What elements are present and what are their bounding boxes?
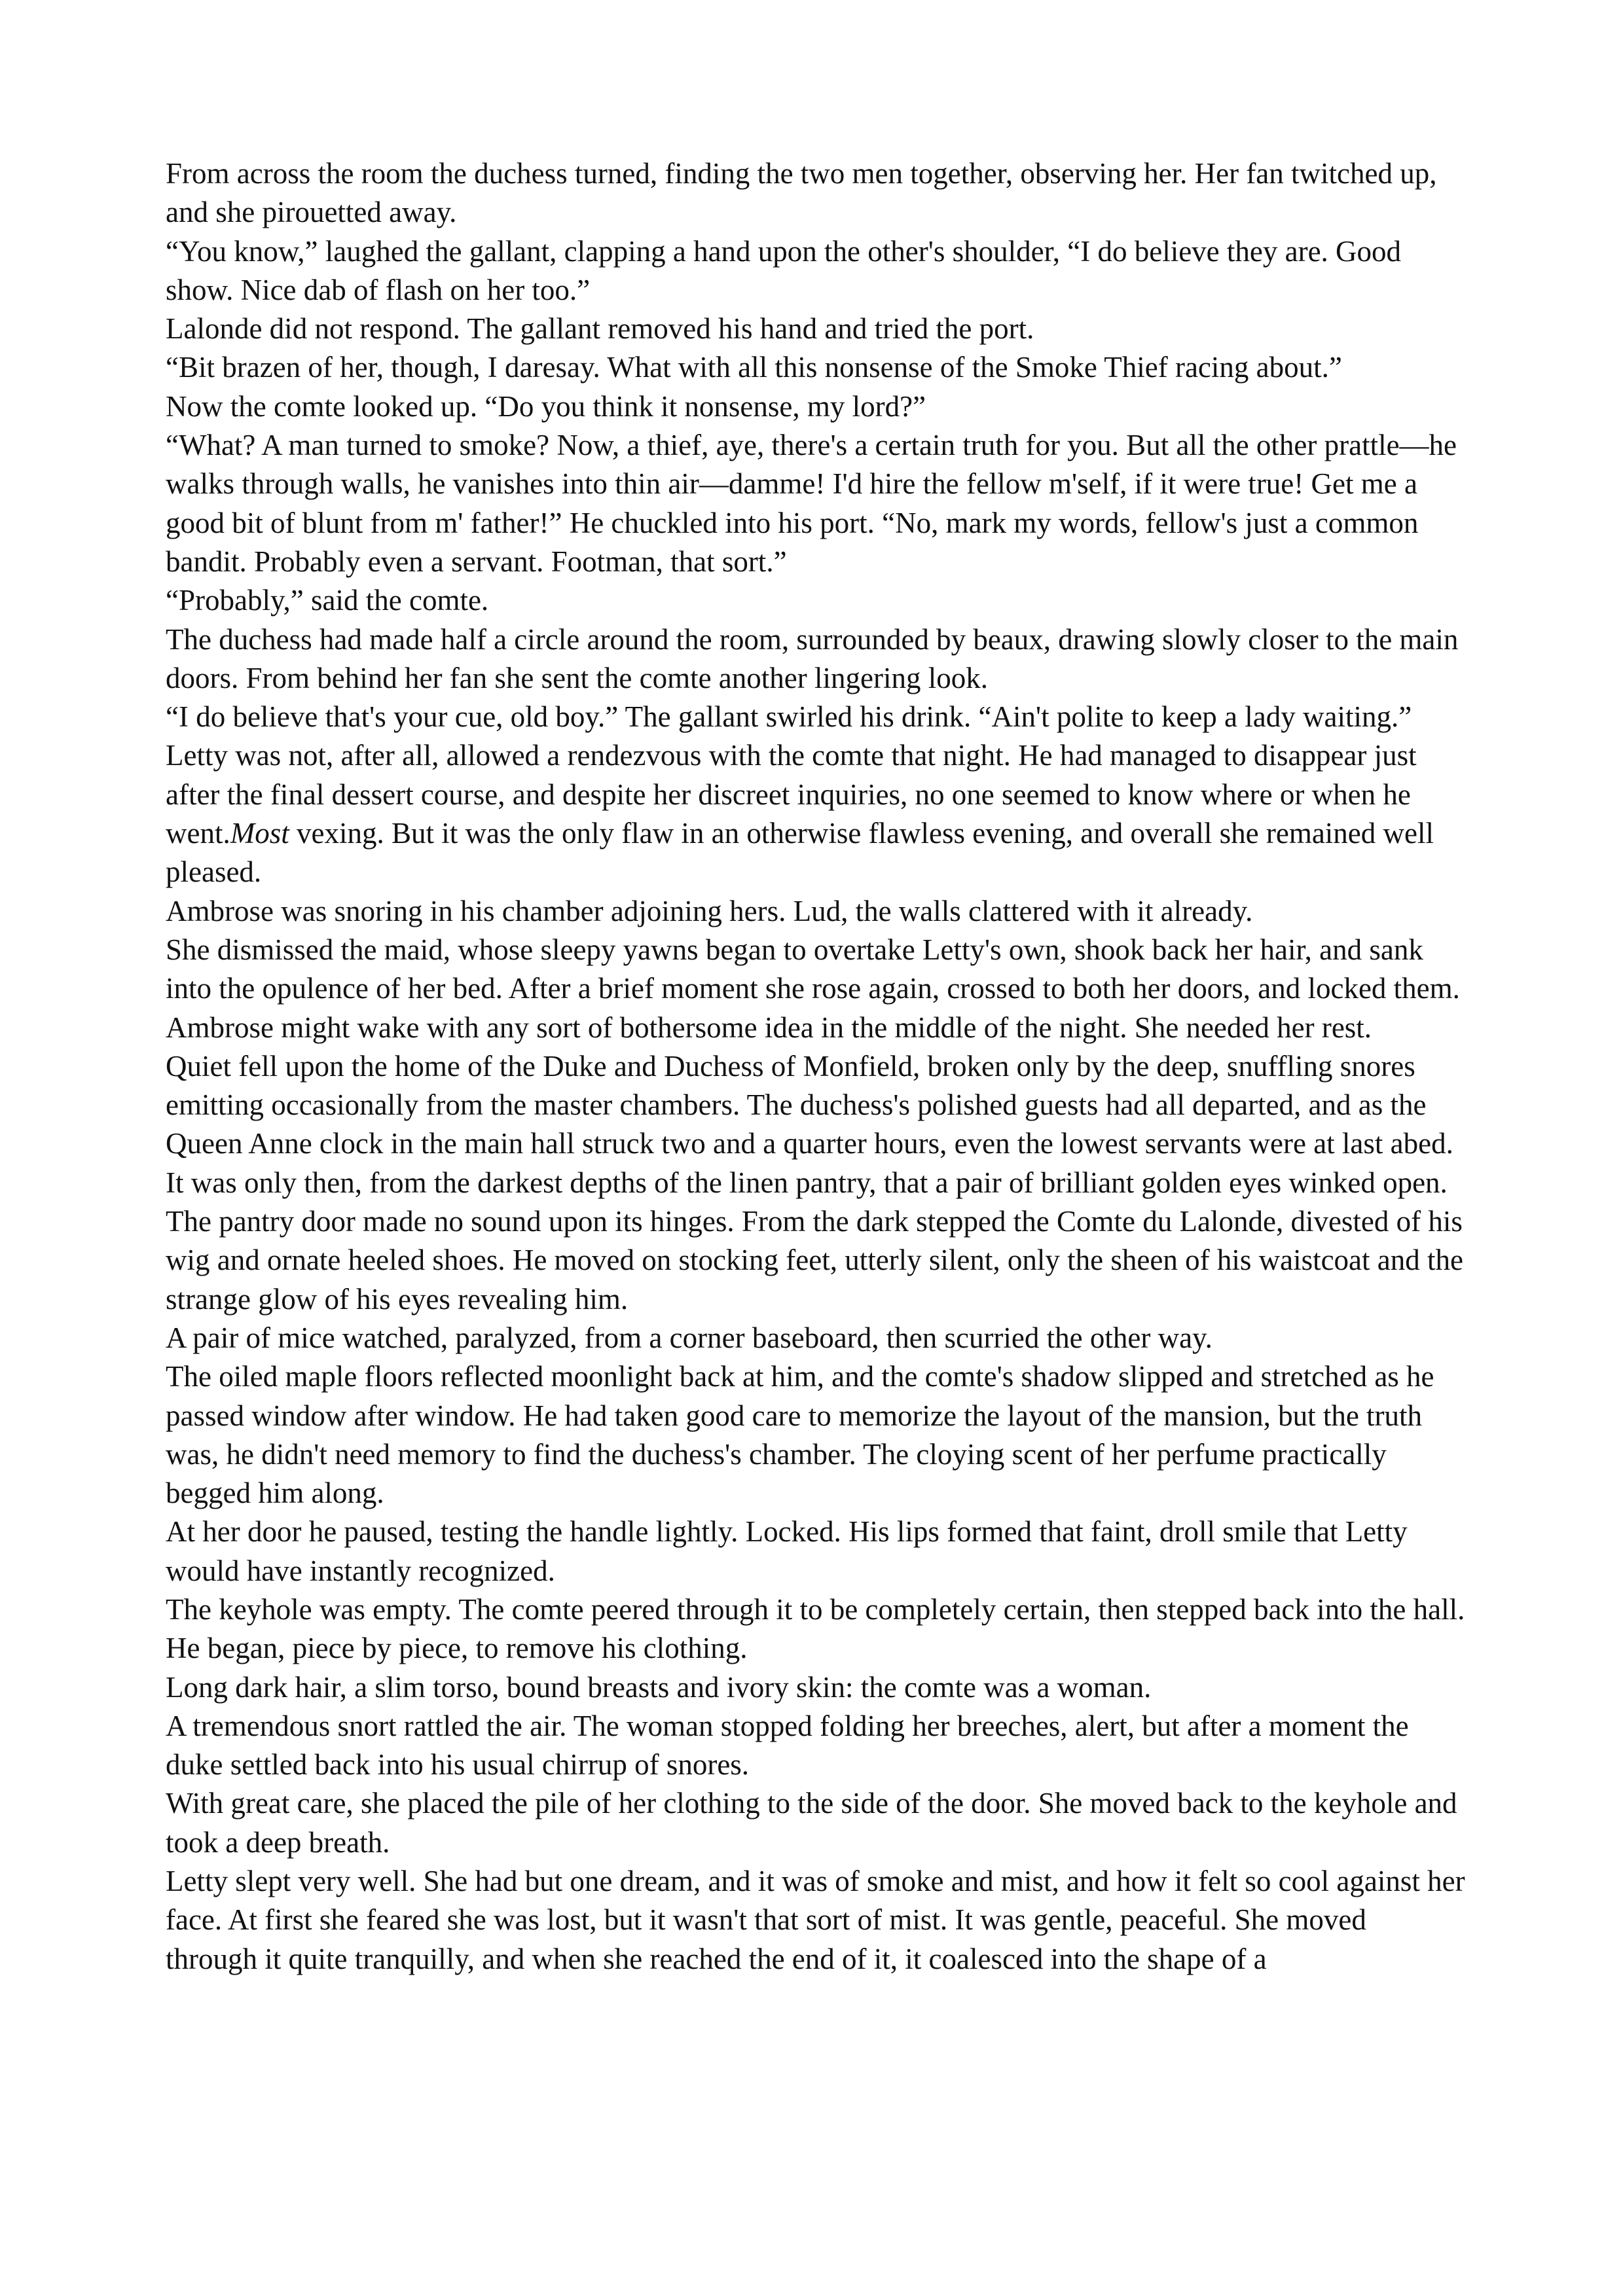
paragraph-16: The pantry door made no sound upon its hinges. From the dark stepped the Comte du Lalonde, divested of his wig and ornate heeled shoes. He moved on stocking feet, utterly silent, only the sheen of his waistcoat and the strange glow of his eyes revealing him. [166,1205,1463,1316]
paragraph-5: Now the comte looked up. “Do you think it nonsense, my lord?” [166,389,926,423]
paragraph-17: A pair of mice watched, paralyzed, from a corner baseboard, then scurried the other way. [166,1321,1213,1354]
paragraph-19: At her door he paused, testing the handle lightly. Locked. His lips formed that faint, droll smile that Letty would have instantly recognized. [166,1515,1408,1587]
paragraph-13: Ambrose might wake with any sort of bothersome idea in the middle of the night. She needed her rest. [166,1011,1372,1044]
paragraph-4: “Bit brazen of her, though, I daresay. What with all this nonsense of the Smoke Thief racing about.” [166,351,1342,384]
paragraph-15: It was only then, from the darkest depths of the linen pantry, that a pair of brilliant golden eyes winked open. [166,1166,1448,1199]
paragraph-23: With great care, she placed the pile of her clothing to the side of the door. She moved back to the keyhole and took a deep breath. [166,1787,1457,1859]
paragraph-20: The keyhole was empty. The comte peered through it to be completely certain, then stepped back into the hall. He began, piece by piece, to remove his clothing. [166,1592,1465,1665]
paragraph-24: Letty slept very well. She had but one dream, and it was of smoke and mist, and how it felt so cool against her face. At first she feared she was lost, but it wasn't that sort of mist. It was gentle, peaceful. She moved through it quite tranquilly, and when she reached the end of it, it coalesced into the shape of a [166,1865,1465,1975]
paragraph-10 [166,736,1465,891]
paragraph-1: From across the room the duchess turned, finding the two men together, observing her. Her fan twitched up, and she pirouetted away. [166,157,1437,229]
paragraph-18: The oiled maple floors reflected moonlight back at him, and the comte's shadow slipped and stretched as he passed window after window. He had taken good care to memorize the layout of the mansion, but the truth was, he didn't need memory to find the duchess's chamber. The cloying scent of her perfume practically begged him along. [166,1360,1434,1510]
paragraph-12: She dismissed the maid, whose sleepy yawns began to overtake Letty's own, shook back her hair, and sank into the opulence of her bed. After a brief moment she rose again, crossed to both her doors, and locked them. [166,933,1460,1005]
paragraph-10-before: Letty was not, after all, allowed a rendezvous with the comte that night. He had managed to disappear just after the final dessert course, and despite her discreet inquiries, no one seemed to know where or when he went. [166,739,1417,850]
paragraph-8: The duchess had made half a circle around the room, surrounded by beaux, drawing slowly closer to the main doors. From behind her fan she sent the comte another lingering look. [166,622,1459,694]
paragraph-9: “I do believe that's your cue, old boy.” The gallant swirled his drink. “Ain't polite to keep a lady waiting.” [166,700,1412,734]
paragraph-6: “What? A man turned to smoke? Now, a thief, aye, there's a certain truth for you. But all the other prattle—he walks through walls, he vanishes into thin air—damme! I'd hire the fellow m'self, if it were true! Get me a good bit of blunt from m' father!” He chuckled into his port. “No, mark my words, fellow's just a common bandit. Probably even a servant. Footman, that sort.” [166,429,1457,578]
paragraph-22: A tremendous snort rattled the air. The woman stopped folding her breeches, alert, but after a moment the duke settled back into his usual chirrup of snores. [166,1709,1409,1782]
body-text [166,154,1465,1979]
paragraph-7: “Probably,” said the comte. [166,584,489,617]
paragraph-21: Long dark hair, a slim torso, bound breasts and ivory skin: the comte was a woman. [166,1670,1152,1704]
paragraph-2: “You know,” laughed the gallant, clapping a hand upon the other's shoulder, “I do believe they are. Good show. Nice dab of flash on her too.” [166,234,1402,306]
emphasis-most: Most [230,817,289,850]
paragraph-3: Lalonde did not respond. The gallant removed his hand and tried the port. [166,312,1034,346]
paragraph-14: Quiet fell upon the home of the Duke and Duchess of Monfield, broken only by the deep, snuffling snores emitting occasionally from the master chambers. The duchess's polished guests had all departed, and as the Queen Anne clock in the main hall struck two and a quarter hours, even the lowest servants were at last abed. [166,1049,1453,1160]
paragraph-10-after: vexing. But it was the only flaw in an otherwise flawless evening, and overall she remained well pleased. [166,817,1434,889]
paragraph-11: Ambrose was snoring in his chamber adjoining hers. Lud, the walls clattered with it already. [166,894,1253,927]
